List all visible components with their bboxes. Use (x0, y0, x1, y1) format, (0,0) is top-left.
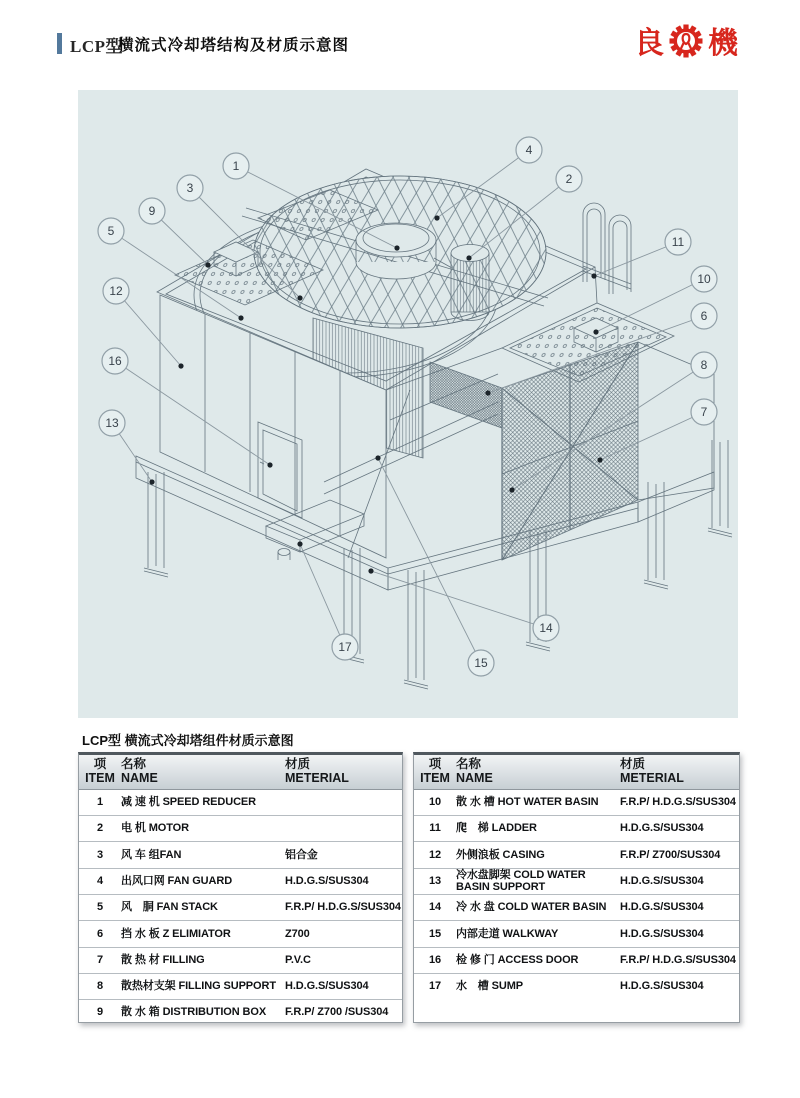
brand-logo (634, 24, 738, 63)
col-item: 项 ITEM (85, 757, 115, 786)
gear-icon (669, 24, 703, 63)
logo-char-right: 機 (708, 26, 738, 60)
svg-text:4: 4 (525, 143, 533, 157)
svg-text:15: 15 (474, 656, 488, 670)
section-title: LCP型 横流式冷却塔组件材质示意图 (82, 733, 294, 748)
table-row: 16 检 修 门 ACCESS DOOR F.R.P/ H.D.G.S/SUS304 (414, 947, 739, 973)
model-code: LCP型 (70, 37, 123, 56)
tower-structure (136, 169, 732, 689)
table-row: 7 散 热 材 FILLING P.V.C (79, 947, 402, 973)
col-material: 材质 METERIAL (620, 757, 684, 786)
table-row: 8 散热材支架 FILLING SUPPORT H.D.G.S/SUS304 (79, 973, 402, 999)
svg-text:12: 12 (109, 284, 123, 298)
table-row: 12 外侧浪板 CASING F.R.P/ Z700/SUS304 (414, 841, 739, 867)
table-row: 10 散 水 槽 HOT WATER BASIN F.R.P/ H.D.G.S/SUS304 (428, 796, 736, 809)
callout-14 (368, 568, 559, 641)
svg-text:17: 17 (338, 640, 352, 654)
col-name: 名称 NAME (456, 757, 493, 786)
parts-table-right (413, 752, 740, 1023)
speed-reducer (356, 223, 436, 279)
svg-text:11: 11 (671, 235, 685, 249)
callout-11 (591, 229, 691, 279)
svg-text:6: 6 (700, 309, 708, 323)
col-name: 名称 NAME (121, 757, 158, 786)
page-title: 横流式冷却塔结构及材质示意图 (118, 37, 350, 54)
parts-table-left (78, 752, 403, 1023)
svg-text:10: 10 (697, 272, 711, 286)
svg-text:5: 5 (107, 224, 115, 238)
svg-text:9: 9 (148, 204, 156, 218)
logo-char-left: 良 (634, 26, 664, 60)
svg-text:13: 13 (105, 416, 119, 430)
svg-text:16: 16 (108, 354, 122, 368)
table-row: 14 冷 水 盘 COLD WATER BASIN H.D.G.S/SUS304 (414, 894, 739, 920)
svg-text:2: 2 (565, 172, 573, 186)
table-row: 17 水 槽 SUMP H.D.G.S/SUS304 (414, 973, 739, 999)
svg-text:8: 8 (700, 358, 708, 372)
callout-17 (297, 541, 358, 660)
table-row: 5 风 胴 FAN STACK F.R.P/ H.D.G.S/SUS304 (79, 894, 402, 920)
col-item: 项 ITEM (420, 757, 450, 786)
svg-text:7: 7 (700, 405, 708, 419)
svg-text:3: 3 (186, 181, 194, 195)
cooling-tower-diagram (78, 90, 738, 718)
eliminator (430, 362, 502, 428)
table-row: 4 出风口网 FAN GUARD H.D.G.S/SUS304 (79, 868, 402, 894)
table-header (414, 755, 739, 790)
filling-mesh (502, 342, 714, 560)
header-accent-bar (57, 33, 62, 54)
table-row: 3 风 车 组FAN 铝合金 (79, 841, 402, 867)
table-row: 13 冷水盘脚架 COLD WATER BASIN SUPPORT H.D.G.S/SUS304 (414, 868, 739, 894)
table-row: 6 挡 水 板 Z ELIMIATOR Z700 (79, 920, 402, 946)
col-material: 材质 METERIAL (285, 757, 349, 786)
ladder (583, 203, 631, 294)
callout-13 (99, 410, 155, 485)
svg-text:1: 1 (232, 159, 240, 173)
table-header (79, 755, 402, 790)
table-row: 9 散 水 箱 DISTRIBUTION BOX F.R.P/ Z700 /SUS304 (79, 999, 402, 1023)
svg-text:14: 14 (539, 621, 553, 635)
table-row: 11 爬 梯 LADDER H.D.G.S/SUS304 (414, 815, 739, 841)
table-row: 15 内部走道 WALKWAY H.D.G.S/SUS304 (414, 920, 739, 946)
table-row: 2 电 机 MOTOR (79, 815, 402, 841)
table-row: 1 减 速 机 SPEED REDUCER (96, 796, 257, 809)
